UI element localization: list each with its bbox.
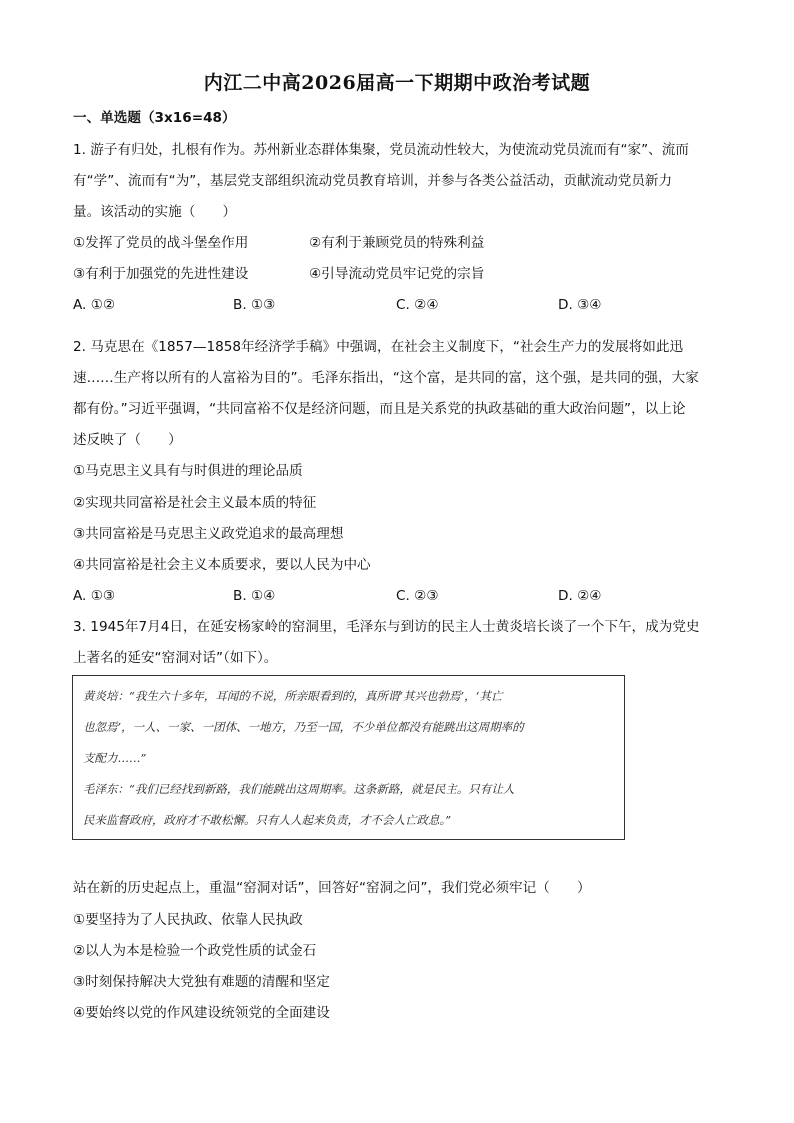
q1-option-d[interactable]: D. ③④ (558, 297, 602, 313)
q3-item-3: ③时刻保持解决大党独有难题的清醒和坚定 (73, 974, 330, 990)
q2-option-d[interactable]: D. ②④ (558, 588, 602, 604)
q3-item-1: ①要坚持为了人民执政、依靠人民执政 (73, 912, 303, 928)
q1-option-a[interactable]: A. ①② (73, 297, 116, 313)
q1-stem-line-3: 量。该活动的实施（ ） (73, 204, 237, 220)
q3-item-2: ②以人为本是检验一个政党性质的试金石 (73, 943, 317, 959)
q2-option-a[interactable]: A. ①③ (73, 588, 116, 604)
q1-stem-line-2: 有“学”、流而有“为”，基层党支部组织流动党员教育培训，并参与各类公益活动，贡献流动党员新力 (73, 173, 673, 189)
q2-option-b[interactable]: B. ①④ (233, 588, 276, 604)
q2-stem-line-3: 都有份。”习近平强调，“共同富裕不仅是经济问题，而且是关系党的执政基础的重大政治问题”，以上论 (73, 401, 686, 417)
q3-stem-line-2: 上著名的延安“窑洞对话”（如下）。 (73, 650, 278, 666)
q2-item-2: ②实现共同富裕是社会主义最本质的特征 (73, 495, 317, 511)
q1-item-3: ③有利于加强党的先进性建设 (73, 266, 249, 282)
quote-line-2: 也忽焉’，一人、一家、一团体、一地方，乃至一国，不少单位都没有能跳出这周期率的 (83, 720, 524, 734)
q1-option-b[interactable]: B. ①③ (233, 297, 276, 313)
q1-item-2: ②有利于兼顾党员的特殊利益 (309, 235, 485, 251)
q2-item-3: ③共同富裕是马克思主义政党追求的最高理想 (73, 526, 344, 542)
quote-line-4: 毛泽东：“我们已经找到新路，我们能跳出这周期率。这条新路，就是民主。只有让人 (83, 782, 515, 796)
quote-line-1: 黄炎培：“我生六十多年，耳闻的不说，所亲眼看到的，真所谓‘其兴也勃焉’，‘其亡 (83, 689, 503, 703)
q1-item-1: ①发挥了党员的战斗堡垒作用 (73, 235, 249, 251)
q1-stem-line-1: 1. 游子有归处，扎根有作为。苏州新业态群体集聚，党员流动性较大，为使流动党员流而有“家”、流而 (73, 142, 689, 158)
yaodong-dialogue-box (72, 675, 625, 840)
q3-stem-line-1: 3. 1945年7月4日，在延安杨家岭的窑洞里，毛泽东与到访的民主人士黄炎培长谈了一个下午，成为党史 (73, 619, 700, 635)
q3-item-4: ④要始终以党的作风建设统领党的全面建设 (73, 1005, 330, 1021)
q2-item-1: ①马克思主义具有与时俱进的理论品质 (73, 463, 303, 479)
q1-item-4: ④引导流动党员牢记党的宗旨 (309, 266, 485, 282)
q3-question-stem: 站在新的历史起点上，重温“窑洞对话”，回答好“窑洞之问”，我们党必须牢记（ ） (73, 880, 591, 896)
q2-item-4: ④共同富裕是社会主义本质要求，要以人民为中心 (73, 557, 371, 573)
quote-line-3: 支配力……” (83, 751, 147, 765)
q2-stem-line-1: 2. 马克思在《1857—1858年经济学手稿》中强调，在社会主义制度下，“社会生产力的发展将如此迅 (73, 339, 684, 355)
q1-option-c[interactable]: C. ②④ (396, 297, 439, 313)
q2-stem-line-2: 速……生产将以所有的人富裕为目的”。毛泽东指出，“这个富，是共同的富，这个强，是共同的强，大家 (73, 370, 699, 386)
q2-stem-line-4: 述反映了（ ） (73, 432, 182, 448)
quote-line-5: 民来监督政府，政府才不敢松懈。只有人人起来负责，才不会人亡政息。” (83, 813, 452, 827)
exam-title: 内江二中高2026届高一下期期中政治考试题 (203, 72, 591, 94)
q2-option-c[interactable]: C. ②③ (396, 588, 439, 604)
section-heading-single-choice: 一、单选题（3x16=48） (73, 110, 236, 126)
